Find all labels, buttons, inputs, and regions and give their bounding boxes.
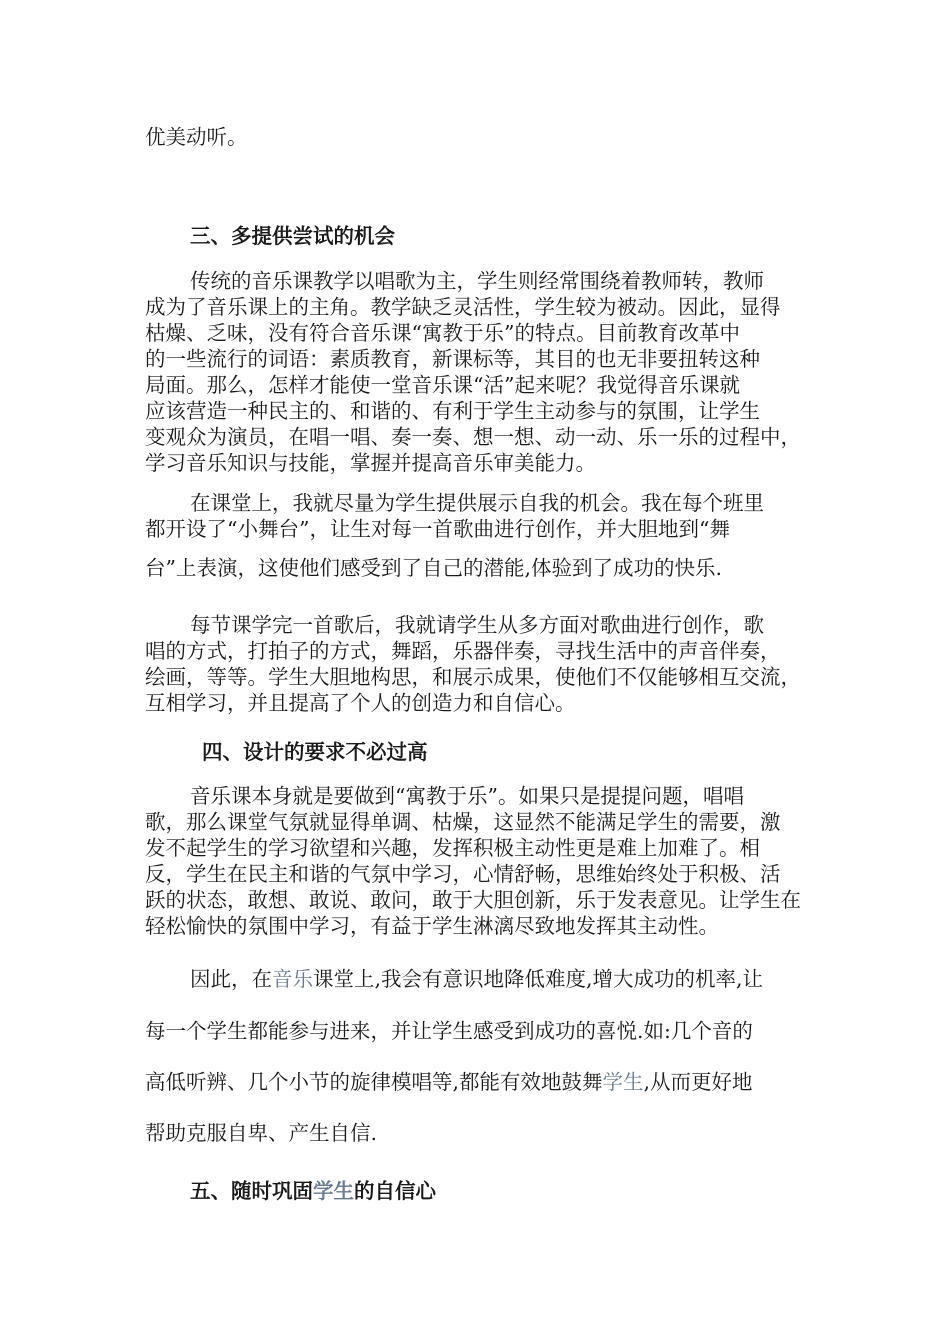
- paragraph-line: 台”上表演，这使他们感受到了自己的潜能,体验到了成功的快乐.: [145, 556, 723, 580]
- paragraph-line: 变观众为演员，在唱一唱、奏一奏、想一想、动一动、乐一乐的过程中，: [145, 425, 801, 449]
- paragraph-line: 在课堂上，我就尽量为学生提供展示自我的机会。我在每个班里: [190, 491, 764, 515]
- paragraph-line: 音乐课本身就是要做到“寓教于乐”。如果只是提提问题，唱唱: [190, 784, 744, 808]
- paragraph-line: 学习音乐知识与技能，掌握并提高音乐审美能力。: [145, 451, 596, 475]
- section5-heading: [190, 1178, 436, 1204]
- paragraph-line: 轻松愉快的氛围中学习，有益于学生淋漓尽致地发挥其主动性。: [145, 914, 719, 938]
- paragraph-line: 唱的方式，打拍子的方式，舞蹈，乐器伴奏，寻找生活中的声音伴奏，: [145, 639, 781, 663]
- paragraph-line: [190, 966, 763, 992]
- paragraph-line: 每一个学生都能参与进来，并让学生感受到成功的喜悦.如:几个音的: [145, 1019, 753, 1043]
- paragraph-line: 歌，那么课堂气氛就显得单调、枯燥，这显然不能满足学生的需要，激: [145, 810, 781, 834]
- paragraph-line: 应该营造一种民主的、和谐的、有利于学生主动参与的氛围，让学生: [145, 399, 760, 423]
- paragraph-line: 局面。那么，怎样才能使一堂音乐课“活”起来呢？我觉得音乐课就: [145, 373, 740, 397]
- paragraph-line: 反，学生在民主和谐的气氛中学习，心情舒畅，思维始终处于积极、活: [145, 862, 781, 886]
- section4-heading: 四、设计的要求不必过高: [202, 740, 428, 764]
- paragraph-line: 每节课学完一首歌后，我就请学生从多方面对歌曲进行创作，歌: [190, 613, 764, 637]
- paragraph-line: 互相学习，并且提高了个人的创造力和自信心。: [145, 691, 576, 715]
- text-run: 因此，在: [190, 967, 272, 991]
- paragraph-line: 绘画，等等。学生大胆地构思，和展示成果，使他们不仅能够相互交流，: [145, 665, 801, 689]
- text-run: 课堂上,我会有意识地降低难度,增大成功的机率,让: [313, 967, 764, 991]
- paragraph-line: 发不起学生的学习欲望和兴趣，发挥积极主动性更是难上加难了。相: [145, 836, 760, 860]
- top-fragment: 优美动听。: [145, 125, 248, 149]
- text-run: 的自信心: [354, 1179, 436, 1203]
- paragraph-line: 跃的状态，敢想、敢说、敢问，敢于大胆创新，乐于发表意见。让学生在: [145, 888, 801, 912]
- highlighted-term: 学生: [602, 1070, 644, 1094]
- section3-heading: 三、多提供尝试的机会: [190, 224, 395, 248]
- paragraph-line: [145, 1069, 753, 1095]
- text-run: ,从而更好地: [643, 1070, 753, 1094]
- paragraph-line: 成为了音乐课上的主角。教学缺乏灵活性，学生较为被动。因此，显得: [145, 295, 781, 319]
- highlighted-term: 音乐: [272, 967, 313, 991]
- text-run: 五、随时巩固: [190, 1179, 313, 1203]
- paragraph-line: 传统的音乐课教学以唱歌为主，学生则经常围绕着教师转，教师: [190, 269, 764, 293]
- text-run: 高低听辨、几个小节的旋律模唱等,都能有效地鼓舞: [145, 1070, 603, 1094]
- paragraph-line: 的一些流行的词语：素质教育，新课标等，其目的也无非要扭转这种: [145, 347, 760, 371]
- paragraph-line: 枯燥、乏味，没有符合音乐课“寓教于乐”的特点。目前教育改革中: [145, 321, 740, 345]
- paragraph-line: 帮助克服自卑、产生自信.: [145, 1121, 378, 1145]
- paragraph-line: 都开设了“小舞台”，让生对每一首歌曲进行创作，并大胆地到“舞: [145, 517, 730, 541]
- highlighted-term: 学生: [313, 1179, 354, 1203]
